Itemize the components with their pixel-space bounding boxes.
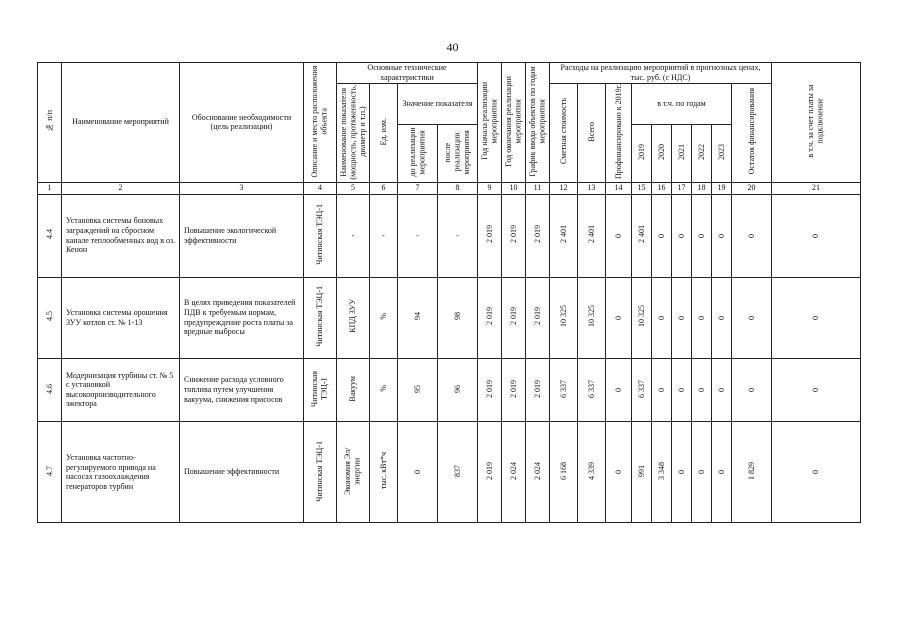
row-total: 2 401 [578, 194, 606, 277]
row-2019: 6 337 [632, 358, 652, 422]
header-num: № п/п [38, 63, 62, 183]
row-connection: 0 [772, 422, 861, 523]
row-total: 6 337 [578, 358, 606, 422]
table-row [38, 277, 861, 358]
row-name: Модернизация турбины ст. № 5 с установкой высокопроизводительного эжектора [62, 358, 180, 422]
row-unit: тыс. кВт*ч [370, 422, 398, 523]
row-before: - [398, 194, 438, 277]
col-number: 21 [772, 182, 861, 194]
header-after: после реализации мероприятия [438, 125, 478, 183]
row-2019: 991 [632, 422, 652, 523]
col-number: 5 [337, 182, 370, 194]
header-year-2022: 2022 [692, 125, 712, 183]
row-end: 2 019 [502, 358, 526, 422]
row-remaining: 1 829 [732, 422, 772, 523]
row-total: 4 339 [578, 422, 606, 523]
row-estimate: 6 168 [550, 422, 578, 523]
row-estimate: 6 337 [550, 358, 578, 422]
row-2021: 0 [672, 194, 692, 277]
column-number-row [38, 182, 861, 194]
row-2020: 3 348 [652, 422, 672, 523]
header-name: Наименование мероприятий [62, 63, 180, 183]
row-location: Читинская ТЭЦ-1 [304, 277, 337, 358]
row-financed: 0 [606, 277, 632, 358]
row-remaining: 0 [732, 277, 772, 358]
row-location: Читинская ТЭЦ-1 [304, 194, 337, 277]
row-schedule: 2 019 [526, 194, 550, 277]
row-estimate: 10 325 [550, 277, 578, 358]
row-before: 95 [398, 358, 438, 422]
row-2019: 10 325 [632, 277, 652, 358]
row-name: Установка системы боновых заграждений на сбросном канале теплообменных вод в оз. Кенон [62, 194, 180, 277]
row-2021: 0 [672, 277, 692, 358]
row-2020: 0 [652, 194, 672, 277]
table-row [38, 422, 861, 523]
page-number: 40 [446, 40, 459, 54]
row-tech-name: Экономия Эл/энергии [337, 422, 370, 523]
row-2022: 0 [692, 358, 712, 422]
header-year-2023: 2023 [712, 125, 732, 183]
header-year-2021: 2021 [672, 125, 692, 183]
col-number: 20 [732, 182, 772, 194]
row-reason: В целях приведения показателей ПДВ к требуемым нормам, предупреждение роста платы за вредные выбросы [180, 277, 304, 358]
col-number: 7 [398, 182, 438, 194]
header-value-group: Значение показателя [398, 84, 478, 125]
row-after: - [438, 194, 478, 277]
header-reason: Обоснование необходимости (цель реализации) [180, 63, 304, 183]
row-2023: 0 [712, 277, 732, 358]
row-unit: % [370, 358, 398, 422]
col-number: 18 [692, 182, 712, 194]
header-by-years: в т.ч. по годам [632, 84, 732, 125]
col-number: 17 [672, 182, 692, 194]
header-start-year: Год начала реализации мероприятия [478, 63, 502, 183]
header-location: Описание и место расположения объекта [304, 63, 337, 183]
row-location: Читинская ТЭЦ-1 [304, 358, 337, 422]
row-start: 2 019 [478, 194, 502, 277]
row-after: 837 [438, 422, 478, 523]
row-name: Установка системы орошения ЗУУ котлов ст. № 1-13 [62, 277, 180, 358]
row-end: 2 019 [502, 277, 526, 358]
col-number: 13 [578, 182, 606, 194]
row-remaining: 0 [732, 194, 772, 277]
row-remaining: 0 [732, 358, 772, 422]
row-before: 0 [398, 422, 438, 523]
row-schedule: 2 019 [526, 358, 550, 422]
row-2023: 0 [712, 358, 732, 422]
col-number: 4 [304, 182, 337, 194]
col-number: 6 [370, 182, 398, 194]
row-connection: 0 [772, 194, 861, 277]
col-number: 16 [652, 182, 672, 194]
col-number: 2 [62, 182, 180, 194]
col-number: 9 [478, 182, 502, 194]
row-2022: 0 [692, 277, 712, 358]
row-num: 4.6 [38, 358, 62, 422]
col-number: 15 [632, 182, 652, 194]
row-reason: Повышение экологической эффективности [180, 194, 304, 277]
row-financed: 0 [606, 194, 632, 277]
measures-table [37, 62, 861, 523]
header-connection: в т.ч. за счет платы за подключение [772, 63, 861, 183]
header-year-2019: 2019 [632, 125, 652, 183]
row-name: Установка частотно-регулируемого привода на насосах газоохлаждения генераторов турбин [62, 422, 180, 523]
row-total: 10 325 [578, 277, 606, 358]
header-financed: Профинансировано к 2019г. [606, 84, 632, 183]
row-2020: 0 [652, 277, 672, 358]
header-year-2020: 2020 [652, 125, 672, 183]
row-location: Читинская ТЭЦ-1 [304, 422, 337, 523]
row-2019: 2 401 [632, 194, 652, 277]
row-start: 2 019 [478, 422, 502, 523]
row-start: 2 019 [478, 358, 502, 422]
col-number: 3 [180, 182, 304, 194]
row-reason: Снижение расхода условного топлива путем улучшения вакуума, снижения присосов [180, 358, 304, 422]
row-end: 2 024 [502, 422, 526, 523]
col-number: 11 [526, 182, 550, 194]
row-schedule: 2 019 [526, 277, 550, 358]
row-2023: 0 [712, 422, 732, 523]
row-2023: 0 [712, 194, 732, 277]
table-row [38, 194, 861, 277]
row-end: 2 019 [502, 194, 526, 277]
row-num: 4.5 [38, 277, 62, 358]
col-number: 1 [38, 182, 62, 194]
row-tech-name: КПД ЗУУ [337, 277, 370, 358]
row-2022: 0 [692, 422, 712, 523]
row-2022: 0 [692, 194, 712, 277]
col-number: 19 [712, 182, 732, 194]
col-number: 10 [502, 182, 526, 194]
row-num: 4.4 [38, 194, 62, 277]
row-financed: 0 [606, 358, 632, 422]
table-row [38, 358, 861, 422]
row-estimate: 2 401 [550, 194, 578, 277]
col-number: 12 [550, 182, 578, 194]
row-unit: % [370, 277, 398, 358]
row-tech-name: Вакуум [337, 358, 370, 422]
row-2020: 0 [652, 358, 672, 422]
col-number: 14 [606, 182, 632, 194]
header-remaining: Остаток финансирования [732, 84, 772, 183]
row-2021: 0 [672, 358, 692, 422]
header-estimate: Сметная стоимость [550, 84, 578, 183]
row-schedule: 2 024 [526, 422, 550, 523]
row-connection: 0 [772, 277, 861, 358]
header-total: Всего [578, 84, 606, 183]
row-reason: Повышение эффективности [180, 422, 304, 523]
header-before: до реализации мероприятия [398, 125, 438, 183]
header-end-year: Год окончания реализации мероприятия [502, 63, 526, 183]
header-schedule: График ввода объектов по годам мероприятия [526, 63, 550, 183]
row-tech-name: - [337, 194, 370, 277]
row-unit: - [370, 194, 398, 277]
row-financed: 0 [606, 422, 632, 523]
row-after: 98 [438, 277, 478, 358]
header-tech-group: Основные технические характеристики [337, 63, 478, 84]
row-num: 4.7 [38, 422, 62, 523]
row-before: 94 [398, 277, 438, 358]
row-after: 96 [438, 358, 478, 422]
header-tech-name: Наименование показателя (мощность, протяженность, диаметр и т.п.) [337, 84, 370, 183]
header-unit: Ед. изм. [370, 84, 398, 183]
row-2021: 0 [672, 422, 692, 523]
row-start: 2 019 [478, 277, 502, 358]
row-connection: 0 [772, 358, 861, 422]
col-number: 8 [438, 182, 478, 194]
header-costs-group: Расходы на реализацию мероприятий в прогнозных ценах, тыс. руб. (с НДС) [550, 63, 772, 84]
